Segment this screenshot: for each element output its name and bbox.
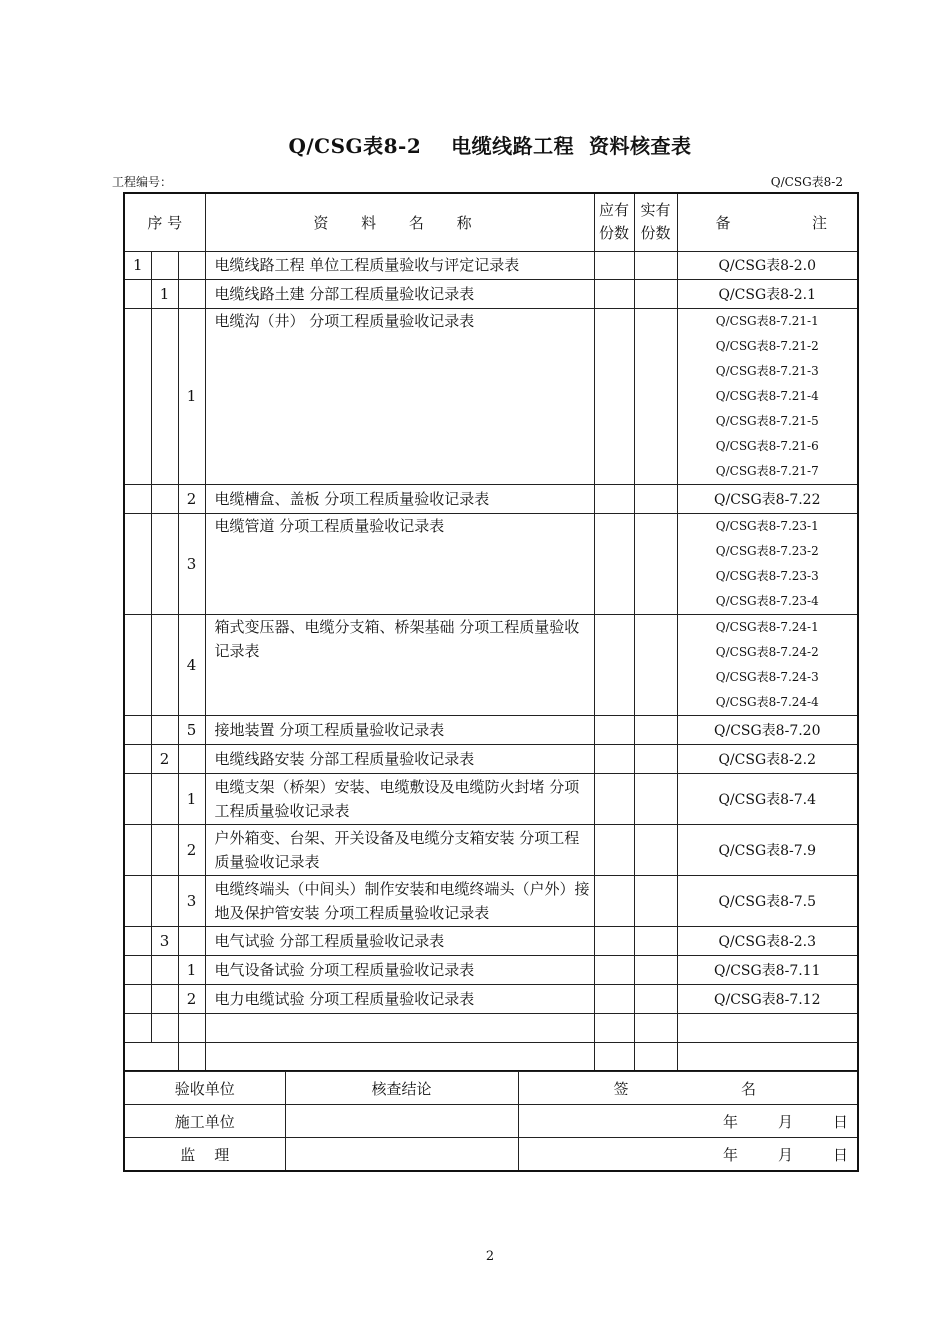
seq-level-3: [178, 744, 205, 773]
seq-level-2: 2: [151, 744, 178, 773]
form-code: Q/CSG表8-2: [770, 175, 843, 189]
should-count[interactable]: [594, 308, 634, 484]
actual-count[interactable]: [634, 513, 677, 614]
seq-level-1: [124, 614, 151, 715]
seq-level-2: [151, 773, 178, 824]
seq-level-1: [124, 773, 151, 824]
note-line: Q/CSG表8-7.23-4: [715, 593, 819, 608]
sign-table: [123, 1071, 859, 1172]
record-note: Q/CSG表8-7.11: [677, 955, 858, 984]
year-label: 年: [722, 1145, 738, 1164]
header-note-b: 注: [811, 213, 827, 232]
seq-level-1: [124, 955, 151, 984]
record-note: Q/CSG表8-7.22: [677, 484, 858, 513]
note-line: Q/CSG表8-7.24-4: [715, 694, 819, 709]
month-label: 月: [777, 1145, 793, 1164]
header-should: 应有份数: [594, 193, 634, 251]
sign-label-a: 签: [613, 1079, 629, 1098]
empty-cell[interactable]: [677, 1042, 858, 1071]
empty-cell[interactable]: [205, 1013, 594, 1042]
seq-level-3: [178, 926, 205, 955]
record-name: 电缆槽盒、盖板 分项工程质量验收记录表: [205, 484, 594, 513]
empty-cell[interactable]: [151, 1013, 178, 1042]
empty-cell[interactable]: [677, 1013, 858, 1042]
table-row: [124, 824, 858, 875]
record-note: Q/CSG表8-7.4: [677, 773, 858, 824]
actual-count[interactable]: [634, 744, 677, 773]
page-title: Q/CSG表8-2 电缆线路工程 资料核查表: [288, 134, 692, 158]
table-row: [124, 926, 858, 955]
table-row: [124, 279, 858, 308]
sign-label-b: 名: [740, 1079, 756, 1098]
seq-level-3: 1: [178, 955, 205, 984]
table-row: [124, 715, 858, 744]
seq-level-1: [124, 744, 151, 773]
table-row: [124, 875, 858, 926]
actual-count[interactable]: [634, 279, 677, 308]
seq-level-2: [151, 875, 178, 926]
project-number-label: 工程编号：: [112, 175, 173, 189]
sign-name-header: [518, 1072, 858, 1105]
empty-cell[interactable]: [634, 1013, 677, 1042]
record-name: 电力电缆试验 分项工程质量验收记录表: [205, 984, 594, 1013]
should-count[interactable]: [594, 484, 634, 513]
seq-level-1: [124, 513, 151, 614]
record-name: 电气试验 分部工程质量验收记录表: [205, 926, 594, 955]
should-count[interactable]: [594, 824, 634, 875]
record-note: Q/CSG表8-2.0: [677, 251, 858, 279]
record-note: Q/CSG表8-2.1: [677, 279, 858, 308]
record-note: Q/CSG表8-7.12: [677, 984, 858, 1013]
seq-level-2: [151, 824, 178, 875]
construction-date[interactable]: [518, 1105, 858, 1138]
record-note: [677, 308, 858, 484]
table-header: [124, 193, 858, 251]
header-note-a: 备: [715, 213, 731, 232]
note-line: Q/CSG表8-7.23-2: [715, 543, 819, 558]
should-count[interactable]: [594, 614, 634, 715]
record-note: Q/CSG表8-2.3: [677, 926, 858, 955]
note-line: Q/CSG表8-7.21-3: [715, 363, 819, 378]
note-line: Q/CSG表8-7.24-3: [715, 669, 819, 684]
supervision-conclusion[interactable]: [285, 1138, 518, 1172]
seq-level-1: [124, 875, 151, 926]
should-count[interactable]: [594, 984, 634, 1013]
seq-level-3: 2: [178, 824, 205, 875]
record-name: 电缆沟（井） 分项工程质量验收记录表: [205, 308, 594, 484]
seq-level-1: [124, 715, 151, 744]
actual-count[interactable]: [634, 773, 677, 824]
seq-level-2: [151, 513, 178, 614]
should-count[interactable]: [594, 926, 634, 955]
header-actual: 实有份数: [634, 193, 677, 251]
record-note: [677, 614, 858, 715]
record-name: 电缆线路土建 分部工程质量验收记录表: [205, 279, 594, 308]
record-name: 电缆支架（桥架）安装、电缆敷设及电缆防火封堵 分项工程质量验收记录表: [205, 773, 594, 824]
actual-count[interactable]: [634, 484, 677, 513]
actual-count[interactable]: [634, 955, 677, 984]
seq-level-1: [124, 984, 151, 1013]
note-line: Q/CSG表8-7.21-2: [715, 338, 819, 353]
should-count[interactable]: [594, 875, 634, 926]
year-label: 年: [722, 1112, 738, 1131]
sign-row-construction: [124, 1105, 858, 1138]
empty-cell[interactable]: [178, 1013, 205, 1042]
actual-count[interactable]: [634, 308, 677, 484]
actual-count[interactable]: [634, 251, 677, 279]
seq-level-2: [151, 715, 178, 744]
seq-level-3: 4: [178, 614, 205, 715]
record-name: 电气设备试验 分项工程质量验收记录表: [205, 955, 594, 984]
record-note: Q/CSG表8-7.20: [677, 715, 858, 744]
should-count[interactable]: [594, 279, 634, 308]
seq-level-3: 5: [178, 715, 205, 744]
header-note: [677, 193, 858, 251]
empty-cell[interactable]: [124, 1042, 178, 1071]
seq-level-3: 1: [178, 308, 205, 484]
empty-cell[interactable]: [594, 1013, 634, 1042]
note-line: Q/CSG表8-7.24-1: [715, 619, 819, 634]
note-line: Q/CSG表8-7.21-7: [715, 463, 819, 478]
seq-level-2: 1: [151, 279, 178, 308]
supervision-text: 监 理: [180, 1145, 230, 1164]
record-note: [677, 513, 858, 614]
should-count[interactable]: [594, 513, 634, 614]
should-count[interactable]: [594, 955, 634, 984]
record-name: 电缆线路安装 分部工程质量验收记录表: [205, 744, 594, 773]
actual-count[interactable]: [634, 984, 677, 1013]
header-seq: 序 号: [124, 193, 205, 251]
empty-cell[interactable]: [178, 1042, 205, 1071]
table-row: [124, 614, 858, 715]
table-row: [124, 308, 858, 484]
sign-header-row: [124, 1072, 858, 1105]
table-row: [124, 251, 858, 279]
month-label: 月: [777, 1112, 793, 1131]
record-name: 电缆线路工程 单位工程质量验收与评定记录表: [205, 251, 594, 279]
should-count[interactable]: [594, 715, 634, 744]
note-line: Q/CSG表8-7.21-6: [715, 438, 819, 453]
seq-level-2: [151, 614, 178, 715]
empty-cell[interactable]: [205, 1042, 594, 1071]
record-note: Q/CSG表8-7.5: [677, 875, 858, 926]
seq-level-1: [124, 279, 151, 308]
note-line: Q/CSG表8-7.21-5: [715, 413, 819, 428]
empty-row: [124, 1013, 858, 1042]
actual-count[interactable]: [634, 875, 677, 926]
seq-level-2: 3: [151, 926, 178, 955]
actual-count[interactable]: [634, 715, 677, 744]
seq-level-2: [151, 308, 178, 484]
note-line: Q/CSG表8-7.24-2: [715, 644, 819, 659]
should-count[interactable]: [594, 251, 634, 279]
day-label: 日: [832, 1145, 848, 1164]
empty-cell[interactable]: [124, 1013, 151, 1042]
seq-level-1: [124, 926, 151, 955]
construction-conclusion[interactable]: [285, 1105, 518, 1138]
table-row: [124, 484, 858, 513]
seq-level-3: 2: [178, 984, 205, 1013]
record-name: 电缆终端头（中间头）制作安装和电缆终端头（户外）接地及保护管安装 分项工程质量验收记录表: [205, 875, 594, 926]
table-row: [124, 513, 858, 614]
seq-level-1: [124, 308, 151, 484]
empty-cell[interactable]: [594, 1042, 634, 1071]
record-name: 电缆管道 分项工程质量验收记录表: [205, 513, 594, 614]
table-row: [124, 773, 858, 824]
seq-level-3: 3: [178, 513, 205, 614]
records-table: [123, 192, 859, 1072]
actual-count[interactable]: [634, 614, 677, 715]
empty-row: [124, 1042, 858, 1071]
record-note: Q/CSG表8-2.2: [677, 744, 858, 773]
seq-level-3: 3: [178, 875, 205, 926]
note-line: Q/CSG表8-7.23-1: [715, 518, 819, 533]
table-row: [124, 744, 858, 773]
sign-unit-header: 验收单位: [124, 1072, 285, 1105]
seq-level-3: 2: [178, 484, 205, 513]
note-line: Q/CSG表8-7.21-1: [715, 313, 819, 328]
day-label: 日: [832, 1112, 848, 1131]
seq-level-2: [151, 484, 178, 513]
header-name: 资 料 名 称: [205, 193, 594, 251]
should-count[interactable]: [594, 773, 634, 824]
table-row: [124, 955, 858, 984]
supervision-label: [124, 1138, 285, 1172]
actual-count[interactable]: [634, 824, 677, 875]
seq-level-1: 1: [124, 251, 151, 279]
sign-row-supervision: [124, 1138, 858, 1172]
should-count[interactable]: [594, 744, 634, 773]
record-note: Q/CSG表8-7.9: [677, 824, 858, 875]
empty-cell[interactable]: [634, 1042, 677, 1071]
note-line: Q/CSG表8-7.23-3: [715, 568, 819, 583]
supervision-date[interactable]: [518, 1138, 858, 1172]
seq-level-2: [151, 955, 178, 984]
table-row: [124, 984, 858, 1013]
actual-count[interactable]: [634, 926, 677, 955]
record-name: 户外箱变、台架、开关设备及电缆分支箱安装 分项工程质量验收记录表: [205, 824, 594, 875]
seq-level-3: 1: [178, 773, 205, 824]
record-name: 接地装置 分项工程质量验收记录表: [205, 715, 594, 744]
construction-unit-label: 施工单位: [124, 1105, 285, 1138]
seq-level-3: [178, 251, 205, 279]
note-line: Q/CSG表8-7.21-4: [715, 388, 819, 403]
seq-level-1: [124, 824, 151, 875]
record-name: 箱式变压器、电缆分支箱、桥架基础 分项工程质量验收记录表: [205, 614, 594, 715]
page-number: 2: [485, 1249, 495, 1264]
seq-level-2: [151, 984, 178, 1013]
sign-conclusion-header: 核查结论: [285, 1072, 518, 1105]
seq-level-1: [124, 484, 151, 513]
seq-level-3: [178, 279, 205, 308]
seq-level-2: [151, 251, 178, 279]
